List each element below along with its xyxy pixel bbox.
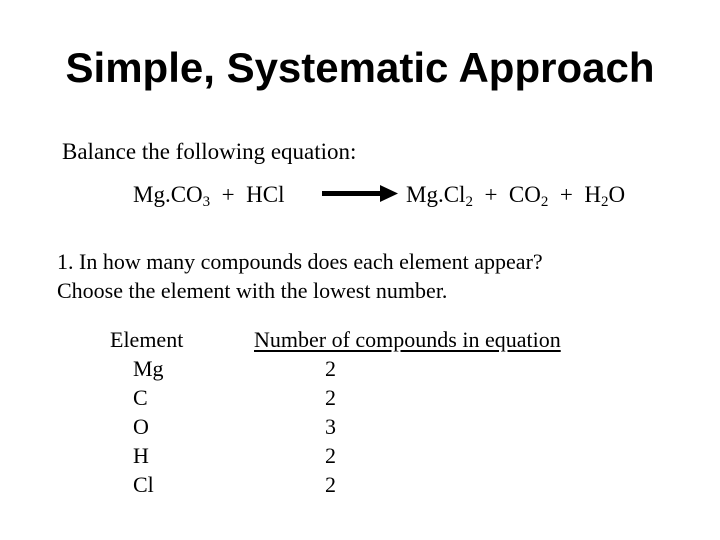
element-cell: H — [133, 443, 149, 468]
element-column — [110, 325, 193, 499]
reactant-hcl: HCl — [246, 182, 285, 207]
question-text — [57, 247, 677, 305]
product-h2o-base: H — [584, 182, 601, 207]
element-cell: O — [133, 414, 149, 439]
count-cell: 2 — [325, 472, 336, 497]
count-cell: 2 — [325, 443, 336, 468]
count-cell: 2 — [325, 356, 336, 381]
reactant-mgco3-subscript: 3 — [202, 194, 211, 210]
element-cell: Mg — [133, 356, 164, 381]
product-co2 — [508, 182, 549, 210]
product-co2-subscript: 2 — [540, 194, 549, 210]
product-h2o — [584, 182, 626, 210]
element-header-label: Element — [110, 327, 184, 352]
slide-title: Simple, Systematic Approach — [65, 44, 655, 91]
count-column-header: Number of compounds in equation — [254, 327, 561, 352]
product-mgcl2 — [406, 182, 473, 210]
equation-products — [406, 180, 625, 210]
product-h2o-subscript: 2 — [600, 194, 609, 210]
product-h2o-tail: O — [608, 182, 626, 207]
product-mgcl2-subscript: 2 — [465, 194, 473, 210]
element-column-header — [110, 325, 193, 354]
product-co2-base: CO — [508, 182, 541, 207]
product-mgcl2-base: Mg.Cl — [406, 182, 466, 207]
reactant-mgco3-base: Mg.CO — [133, 182, 203, 207]
intro-text: Balance the following equation: — [62, 139, 357, 164]
plus-sign: + — [472, 182, 509, 207]
reaction-arrow-icon — [322, 183, 398, 203]
plus-sign: + — [548, 182, 585, 207]
question-line-2: Choose the element with the lowest number. — [57, 278, 448, 303]
element-cell: C — [133, 385, 148, 410]
question-line-1: 1. In how many compounds does each element appear? — [57, 249, 543, 274]
count-column — [254, 325, 561, 499]
reactant-mgco3 — [133, 182, 211, 210]
equation-reactants — [133, 180, 284, 210]
count-cell: 3 — [325, 414, 336, 439]
count-cell: 2 — [325, 385, 336, 410]
plus-sign: + — [210, 182, 247, 207]
element-cell: Cl — [133, 472, 154, 497]
